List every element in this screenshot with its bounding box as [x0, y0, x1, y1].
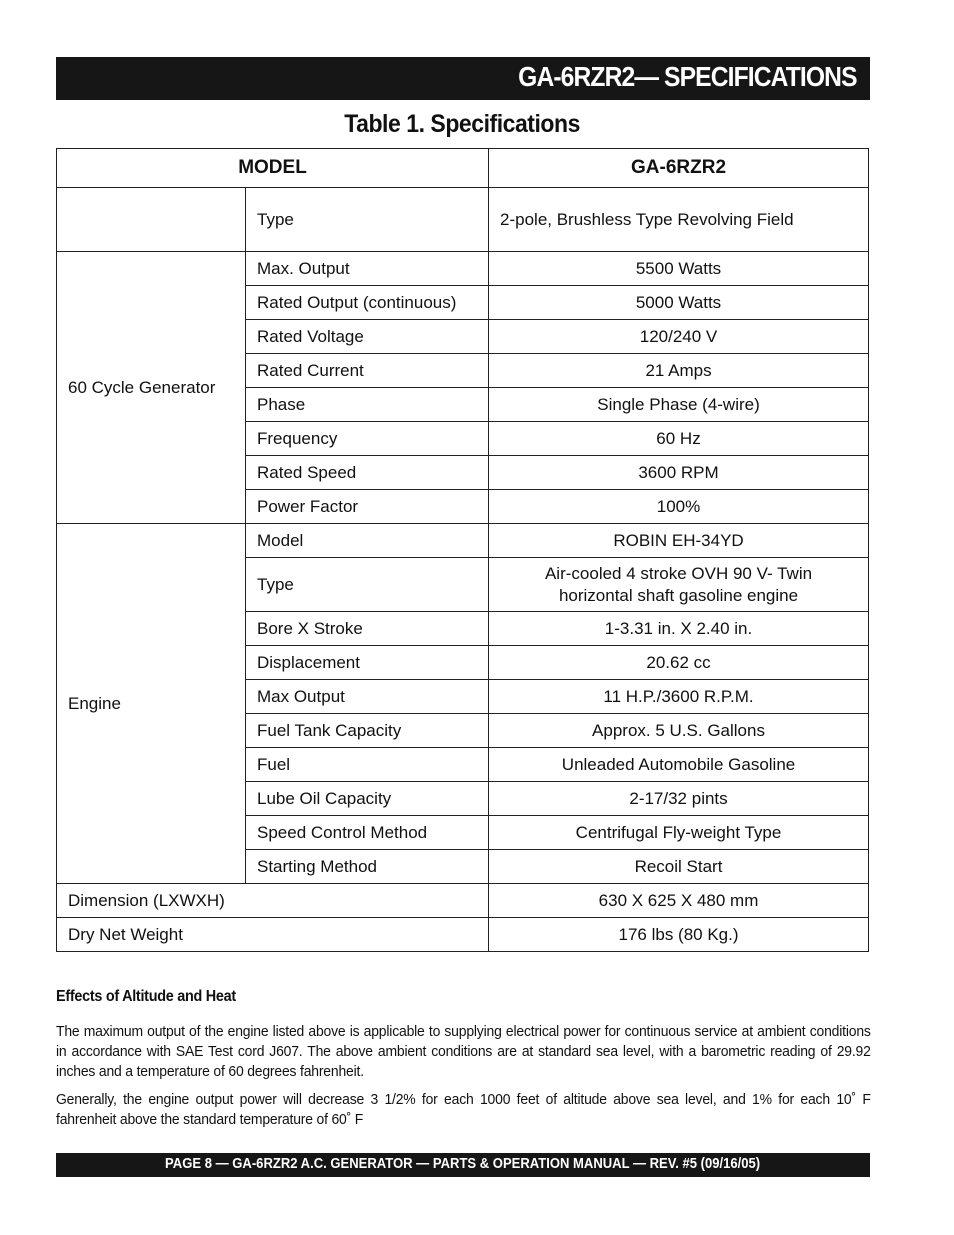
row-value: 2-17/32 pints: [489, 782, 869, 816]
row-label: Rated Speed: [246, 456, 489, 490]
row-label: Rated Output (continuous): [246, 286, 489, 320]
row-value: [489, 558, 869, 612]
row-label: Phase: [246, 388, 489, 422]
table-row: [57, 252, 869, 286]
group-engine: Engine: [57, 524, 246, 884]
row-label: Max Output: [246, 680, 489, 714]
row-value: 176 lbs (80 Kg.): [489, 918, 869, 952]
row-value: 60 Hz: [489, 422, 869, 456]
row-label: Fuel: [246, 748, 489, 782]
row-value: 20.62 cc: [489, 646, 869, 680]
header-model: MODEL: [57, 149, 489, 188]
row-value: ROBIN EH-34YD: [489, 524, 869, 558]
row-value-line: horizontal shaft gasoline engine: [558, 585, 799, 605]
row-value: 21 Amps: [489, 354, 869, 388]
row-value: 630 X 625 X 480 mm: [489, 884, 869, 918]
row-label: Type: [246, 188, 489, 252]
table-title: [0, 110, 924, 139]
table-title-text: Table 1. Specifications: [344, 110, 580, 138]
row-label: Max. Output: [246, 252, 489, 286]
row-value: Recoil Start: [489, 850, 869, 884]
row-label: Starting Method: [246, 850, 489, 884]
row-label: Power Factor: [246, 490, 489, 524]
table-row: [57, 884, 869, 918]
row-value: Approx. 5 U.S. Gallons: [489, 714, 869, 748]
row-value: 11 H.P./3600 R.P.M.: [489, 680, 869, 714]
table-header-row: [57, 149, 869, 188]
row-label: Displacement: [246, 646, 489, 680]
row-label: Lube Oil Capacity: [246, 782, 489, 816]
row-value: 1-3.31 in. X 2.40 in.: [489, 612, 869, 646]
table-row: [57, 918, 869, 952]
header-bar: [56, 57, 870, 100]
row-label: Frequency: [246, 422, 489, 456]
row-value: 2-pole, Brushless Type Revolving Field: [489, 188, 869, 252]
row-label: Type: [246, 558, 489, 612]
row-label: Rated Current: [246, 354, 489, 388]
row-value: 3600 RPM: [489, 456, 869, 490]
row-label: Speed Control Method: [246, 816, 489, 850]
row-label: Dry Net Weight: [57, 918, 489, 952]
table-row: [57, 524, 869, 558]
table-row: [57, 188, 869, 252]
header-model-value: GA-6RZR2: [489, 149, 869, 188]
empty-group-cell: [57, 188, 246, 252]
section-heading: Effects of Altitude and Heat: [56, 988, 236, 1005]
specifications-table: [56, 148, 869, 952]
row-value: 5000 Watts: [489, 286, 869, 320]
page-title: GA-6RZR2— SPECIFICATIONS: [518, 61, 857, 92]
row-value: 5500 Watts: [489, 252, 869, 286]
row-label: Dimension (LXWXH): [57, 884, 489, 918]
paragraph: Generally, the engine output power will decrease 3 1/2% for each 1000 feet of altitude above sea level, and 1% for each 10˚ F fahrenheit above the standard temperature of 60˚ F: [56, 1091, 871, 1128]
row-value: Unleaded Automobile Gasoline: [489, 748, 869, 782]
row-value: Single Phase (4-wire): [489, 388, 869, 422]
row-label: Model: [246, 524, 489, 558]
footer-label: PAGE 8 — GA-6RZR2 A.C. GENERATOR — PARTS & OPERATION MANUAL — REV. #5 (09/16/05): [165, 1156, 761, 1172]
row-value: 120/240 V: [489, 320, 869, 354]
footer-bar: [56, 1153, 870, 1177]
paragraph: The maximum output of the engine listed above is applicable to supplying electrical power for continuous service at ambient conditions in accordance with SAE Test cord J607. The above ambient conditions are at standard sea level, with a barometric reading of 29.92 inches and a temperature of 60 degrees fahrenheit.: [56, 1023, 871, 1080]
footer-text: [56, 1156, 870, 1172]
row-label: Rated Voltage: [246, 320, 489, 354]
row-value: 100%: [489, 490, 869, 524]
row-value-line: Air-cooled 4 stroke OVH 90 V- Twin: [544, 563, 813, 583]
group-generator: 60 Cycle Generator: [57, 252, 246, 524]
row-label: Bore X Stroke: [246, 612, 489, 646]
row-value: Centrifugal Fly-weight Type: [489, 816, 869, 850]
row-label: Fuel Tank Capacity: [246, 714, 489, 748]
